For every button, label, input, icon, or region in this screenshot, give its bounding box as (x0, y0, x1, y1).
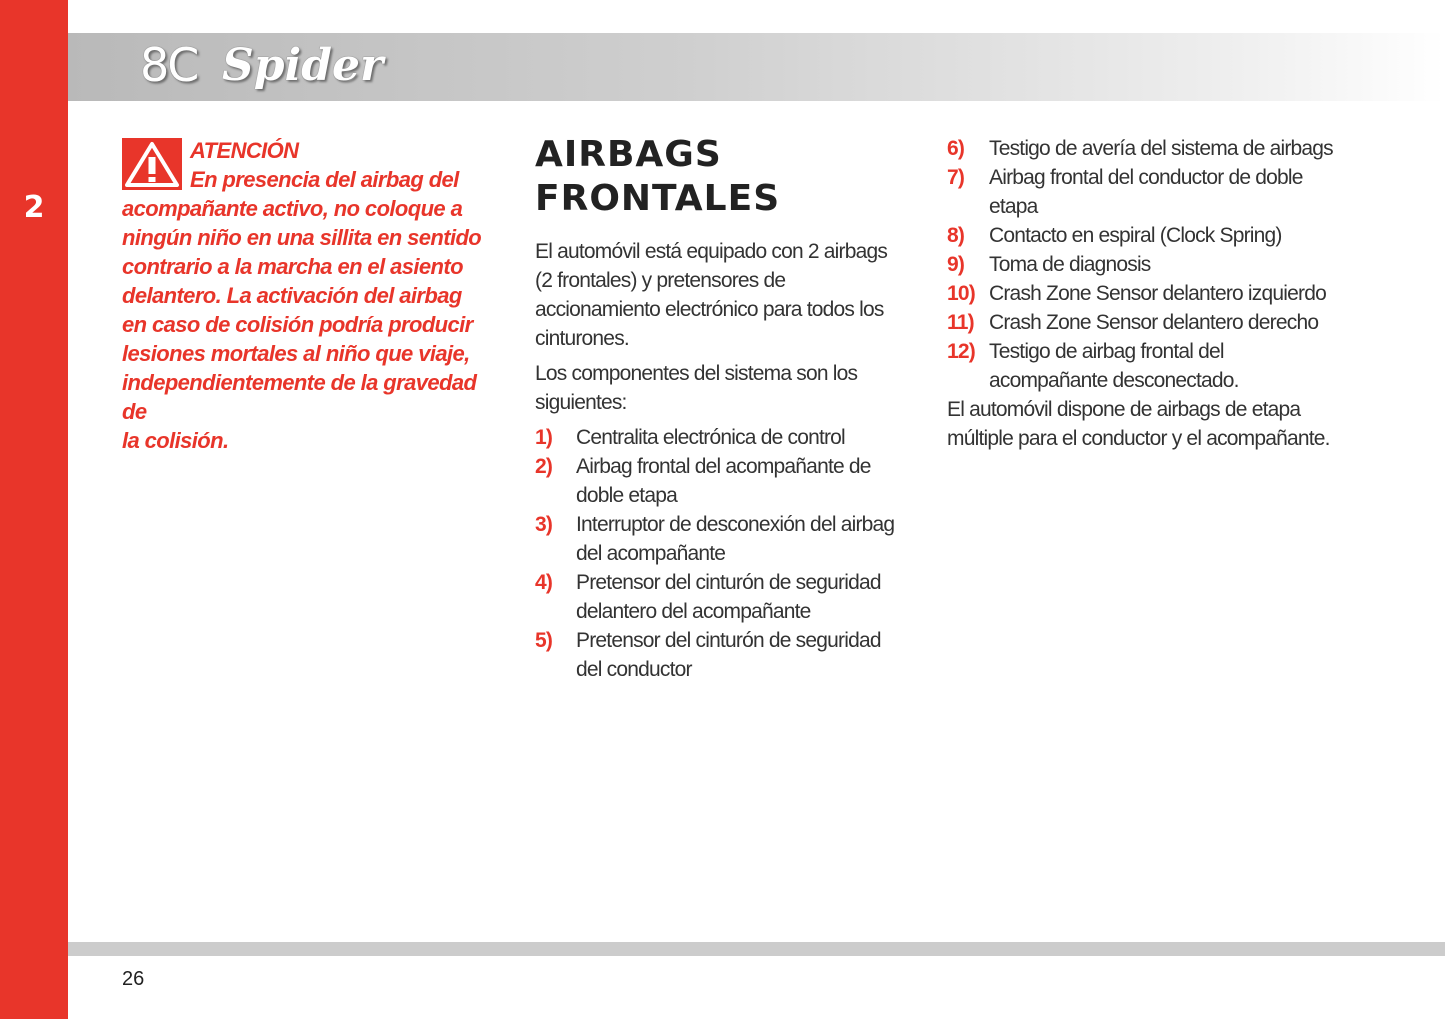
list-item-text: Airbag frontal del acompañante de doble etapa (576, 455, 871, 507)
components-list-part-2 (947, 134, 1337, 395)
list-item (947, 337, 1337, 395)
list-item-number: 11) (947, 311, 974, 334)
list-item-text: Pretensor del cinturón de seguridad del conductor (576, 629, 881, 681)
list-item-number: 4) (535, 571, 553, 594)
warning-line: En presencia del airbag del (190, 167, 459, 192)
list-item-text: Crash Zone Sensor delantero derecho (989, 311, 1319, 334)
page-number: 26 (122, 968, 145, 990)
list-item (947, 250, 1337, 279)
list-item (947, 279, 1337, 308)
list-item-number: 9) (947, 253, 965, 276)
logo-spider: Spider (222, 40, 384, 91)
list-item-text: Contacto en espiral (Clock Spring) (989, 224, 1282, 247)
list-item-number: 6) (947, 137, 965, 160)
components-intro: Los componentes del sistema son los siguientes: (535, 362, 858, 414)
components-list-part-1 (535, 423, 905, 684)
list-item (535, 423, 905, 452)
list-item-text: Pretensor del cinturón de seguridad delantero del acompañante (576, 571, 881, 623)
list-item (947, 308, 1337, 337)
list-item-number: 8) (947, 224, 965, 247)
list-item-text: Centralita electrónica de control (576, 426, 845, 449)
list-item-number: 10) (947, 282, 975, 305)
intro-paragraph: El automóvil está equipado con 2 airbags (2 frontales) y pretensores de accionamiento electrónico para todos los cinturones. (535, 240, 888, 350)
warning-line: en caso de colisión podría producir (122, 312, 473, 337)
list-item-number: 7) (947, 166, 965, 189)
logo-8c: 8C (140, 38, 198, 92)
warning-line: delantero. La activación del airbag (122, 283, 462, 308)
list-item-text: Crash Zone Sensor delantero izquierdo (989, 282, 1326, 305)
warning-line: ningún niño en una sillita en sentido (122, 225, 482, 250)
list-item-text: Testigo de airbag frontal del acompañante desconectado. (989, 340, 1239, 392)
list-item (535, 626, 905, 684)
warning-title: ATENCIÓN (190, 138, 299, 163)
warning-line: la colisión. (122, 428, 229, 453)
list-item-text: Testigo de avería del sistema de airbags (989, 137, 1333, 160)
section-column-3 (947, 134, 1337, 459)
list-item (535, 510, 905, 568)
heading-line-1: AIRBAGS (535, 134, 722, 175)
section-column-2 (535, 133, 905, 684)
chapter-number: 2 (23, 190, 45, 225)
list-item-number: 3) (535, 513, 553, 536)
list-item-number: 12) (947, 340, 975, 363)
list-item-number: 2) (535, 455, 553, 478)
list-item (947, 221, 1337, 250)
closing-paragraph: El automóvil dispone de airbags de etapa múltiple para el conductor y el acompañante. (947, 398, 1330, 450)
footer-band (68, 942, 1445, 956)
chapter-side-band (0, 0, 68, 1019)
warning-line: contrario a la marcha en el asiento (122, 254, 463, 279)
list-item-text: Interruptor de desconexión del airbag del acompañante (576, 513, 895, 565)
list-item (947, 163, 1337, 221)
list-item-text: Toma de diagnosis (989, 253, 1151, 276)
list-item (535, 568, 905, 626)
warning-box (122, 136, 497, 455)
warning-line: independientemente de la gravedad de (122, 370, 477, 424)
section-heading (535, 133, 905, 221)
heading-line-2: FRONTALES (535, 178, 781, 219)
list-item-text: Airbag frontal del conductor de doble etapa (989, 166, 1303, 218)
list-item-number: 1) (535, 426, 553, 449)
list-item (535, 452, 905, 510)
warning-triangle-icon (122, 138, 182, 190)
warning-line: lesiones mortales al niño que viaje, (122, 341, 470, 366)
list-item-number: 5) (535, 629, 553, 652)
list-item (947, 134, 1337, 163)
warning-line: acompañante activo, no coloque a (122, 196, 463, 221)
